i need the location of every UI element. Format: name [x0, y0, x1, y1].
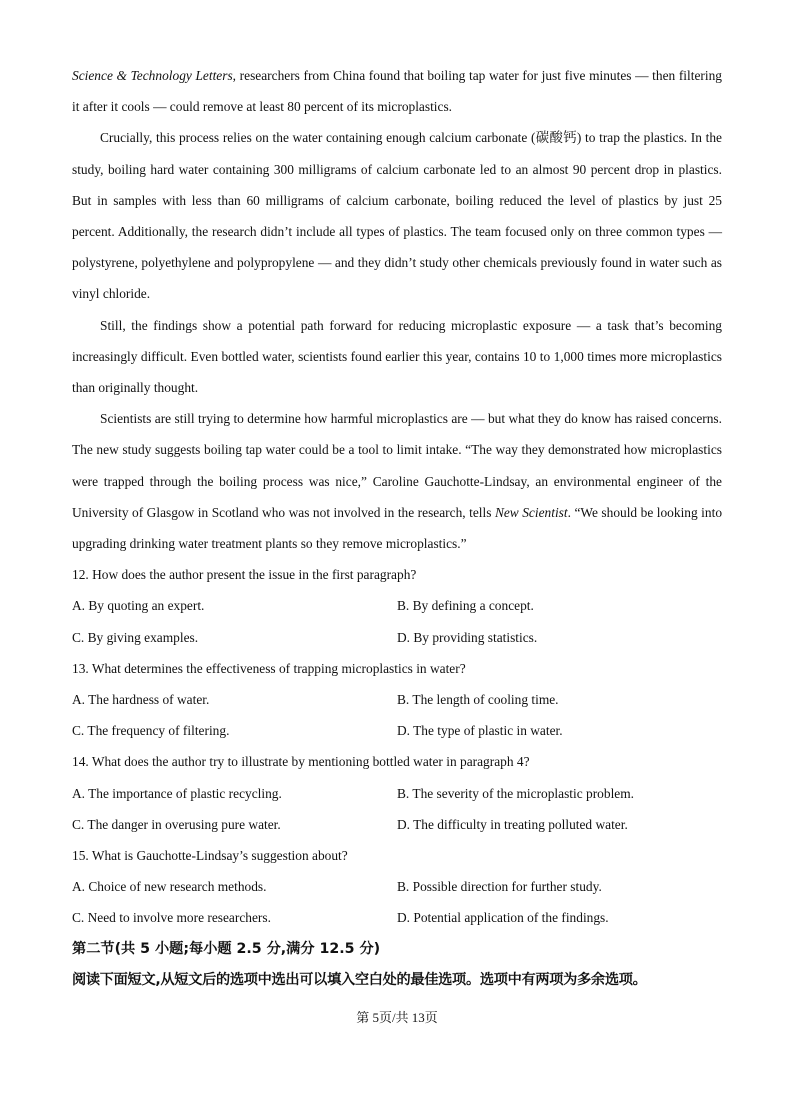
option-a: A. Choice of new research methods.	[72, 879, 267, 895]
paragraph-1-text: , researchers from China found that boiling tap water for just five minutes — then filtering it after it cools — could remove at least 80 percent of its microplastics.	[72, 68, 722, 115]
article-paragraph-1	[72, 60, 722, 122]
article-paragraph-3: Still, the findings show a potential path forward for reducing microplastic exposure — a task that’s becoming increasingly difficult. Even bottled water, scientists found earlier this year, contains 10 to 1,000 times more microplastics than originally thought.	[72, 317, 722, 396]
question-stem: 15. What is Gauchotte-Lindsay’s suggestion about?	[72, 848, 348, 864]
option-c: C. The frequency of filtering.	[72, 723, 230, 739]
question-options	[72, 871, 722, 933]
option-d: D. The type of plastic in water.	[397, 723, 563, 739]
option-d: D. By providing statistics.	[397, 629, 538, 645]
paragraph-4-text-a: Scientists are still trying to determine how harmful microplastics are — but what they do know has raised concerns. The new study suggests boiling tap water could be a tool to limit intake. “The way they demonstrated how microplastics were trapped through the boiling process was nice,” Caroline Gauchotte-Lindsay, an environmental engineer of the University of Glasgow in Scotland who was not involved in the research, tells	[72, 411, 722, 520]
publication-name: New Scientist	[494, 504, 568, 520]
option-b: B. Possible direction for further study.	[397, 879, 602, 895]
option-c: C. By giving examples.	[72, 629, 199, 645]
option-c: C. The danger in overusing pure water.	[72, 816, 281, 832]
option-d: D. Potential application of the findings.	[397, 910, 609, 926]
question-15	[72, 840, 722, 934]
option-a: A. By quoting an expert.	[72, 598, 205, 614]
option-b: B. By defining a concept.	[397, 598, 534, 614]
page-content	[72, 60, 722, 996]
question-stem: 14. What does the author try to illustrate by mentioning bottled water in paragraph 4?	[72, 754, 530, 770]
question-options	[72, 778, 722, 840]
question-12	[72, 559, 722, 653]
option-b: B. The length of cooling time.	[397, 692, 559, 708]
option-c: C. Need to involve more researchers.	[72, 910, 271, 926]
section-2-title: 第二节(共 5 小题;每小题 2.5 分,满分 12.5 分)	[72, 940, 381, 957]
journal-name: Science & Technology Letters	[72, 68, 233, 83]
section-2-instructions: 阅读下面短文,从短文后的选项中选出可以填入空白处的最佳选项。选项中有两项为多余选项。	[72, 971, 647, 988]
page-footer: 第 5页/共 13页	[356, 1010, 438, 1025]
question-options	[72, 590, 722, 652]
question-14	[72, 746, 722, 840]
question-options	[72, 684, 722, 746]
paragraph-4-text-b: . “We should be looking into upgrading drinking water treatment plants so they remove microplastics.”	[72, 504, 723, 552]
question-13	[72, 653, 722, 747]
option-b: B. The severity of the microplastic problem.	[397, 785, 635, 801]
question-stem: 12. How does the author present the issue in the first paragraph?	[72, 567, 417, 583]
article-paragraph-2: Crucially, this process relies on the water containing enough calcium carbonate (碳酸钙) to trap the plastics. In the study, boiling hard water containing 300 milligrams of calcium carbonate led to an almost 90 percent drop in plastics. But in samples with less than 60 milligrams of calcium carbonate, boiling reduced the level of plastics by just 25 percent. Additionally, the research didn’t include all types of plastics. The team focused only on three common types — polystyrene, polyethylene and polypropylene — and they didn’t study other chemicals previously found in water such as vinyl chloride.	[72, 130, 722, 302]
option-a: A. The hardness of water.	[72, 692, 210, 708]
option-a: A. The importance of plastic recycling.	[72, 785, 282, 801]
option-d: D. The difficulty in treating polluted water.	[397, 816, 628, 832]
article-paragraph-4	[72, 403, 722, 559]
question-stem: 13. What determines the effectiveness of trapping microplastics in water?	[72, 660, 466, 676]
